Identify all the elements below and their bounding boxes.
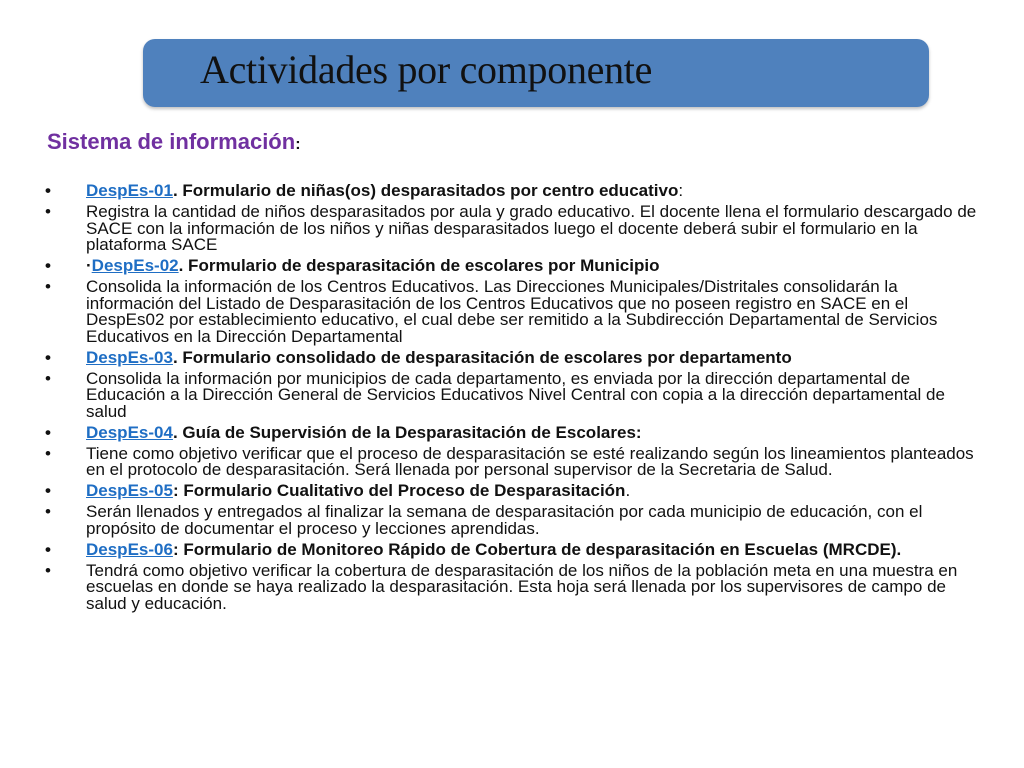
item-description: Tendrá como objetivo verificar la cobertura de desparasitación de los niños de la población meta en una muestra en escuelas en donde se haya realizado la desparasitación. Esta hoja será llenada por los supervisores de campo de salud y educación. <box>86 560 958 613</box>
list-item <box>45 539 985 559</box>
middle-dot: · <box>86 256 92 275</box>
list-item <box>45 560 985 613</box>
bullet-list <box>45 183 985 617</box>
item-title: . Formulario consolidado de desparasitación de escolares por departamento <box>172 347 792 367</box>
bullet-dot: • <box>45 202 51 221</box>
item-description: Consolida la información por municipios de cada departamento, es enviada por la dirección departamental de Educación a la Dirección General de Servicios Educativos Nivel Central con copia a la dirección departamental de salud <box>86 368 945 421</box>
slide-title: Actividades por componente <box>200 47 653 92</box>
list-item <box>45 368 985 421</box>
list-item <box>45 443 985 479</box>
bullet-dot: • <box>45 181 51 200</box>
bullet-dot: • <box>45 502 51 521</box>
bullet-dot: • <box>45 443 51 463</box>
form-link-despes-05[interactable]: DespEs-05 <box>86 481 173 500</box>
section-heading <box>47 129 301 155</box>
form-link-despes-02[interactable]: DespEs-02 <box>91 256 179 275</box>
item-description: Tiene como objetivo verificar que el proceso de desparasitación se esté realizando según los lineamientos planteados en el protocolo de desparasitación. Será llenada por personal supervisor de la Secretaria de Salud. <box>86 443 974 479</box>
form-link-despes-01[interactable]: DespEs-01 <box>86 181 173 200</box>
bullet-dot: • <box>45 347 51 367</box>
section-heading-text: Sistema de información <box>47 129 296 154</box>
list-item: • DespEs-01. Formulario de niñas(os) desparasitados por centro educativo: <box>45 181 684 200</box>
list-item <box>45 422 985 442</box>
list-item <box>45 279 985 345</box>
item-description: Consolida la información de los Centros Educativos. Las Direcciones Municipales/Distritales consolidarán la información del Listado de Desparasitación de los Centros Educativos que no poseen registro en SACE en el DespEs02 por establecimiento educativo, el cual debe ser remitido a la Subdirección Departamental de Servicios Educativos en la Dirección Departamental <box>86 277 938 346</box>
bullet-dot: • <box>45 422 51 442</box>
item-title: . Formulario de desparasitación de escolares por Municipio <box>178 256 660 275</box>
list-item <box>45 347 985 367</box>
item-title: . Formulario de niñas(os) desparasitados por centro educativo <box>172 181 679 200</box>
item-title: : Formulario Cualitativo del Proceso de Desparasitación <box>172 481 626 500</box>
list-item <box>45 258 985 275</box>
form-link-despes-03[interactable]: DespEs-03 <box>86 347 173 367</box>
section-heading-colon: : <box>295 136 301 153</box>
bullet-dot: • <box>45 277 51 296</box>
bullet-dot: • <box>45 368 51 388</box>
bullet-dot: • <box>45 560 51 580</box>
item-description: Registra la cantidad de niños desparasitados por aula y grado educativo. El docente llena el formulario descargado de SACE con la información de los niños y niñas desparasitados luego el docente deberá subir el formulario en la plataforma SACE <box>86 202 977 254</box>
item-title: . Guía de Supervisión de la Desparasitación de Escolares: <box>172 422 642 442</box>
item-title: : Formulario de Monitoreo Rápido de Cobertura de desparasitación en Escuelas (MRCDE). <box>172 539 902 559</box>
list-item <box>45 204 985 254</box>
list-item <box>45 504 985 537</box>
bullet-dot: • <box>45 539 51 559</box>
form-link-despes-04[interactable]: DespEs-04 <box>86 422 173 442</box>
form-link-despes-06[interactable]: DespEs-06 <box>86 539 173 559</box>
bullet-dot: • <box>45 481 51 500</box>
item-description: Serán llenados y entregados al finalizar la semana de desparasitación por cada municipio de educación, con el propósito de documentar el proceso y lecciones aprendidas. <box>86 502 923 538</box>
list-item: • DespEs-05: Formulario Cualitativo del Proceso de Desparasitación. <box>45 481 631 500</box>
bullet-dot: • <box>45 256 51 275</box>
